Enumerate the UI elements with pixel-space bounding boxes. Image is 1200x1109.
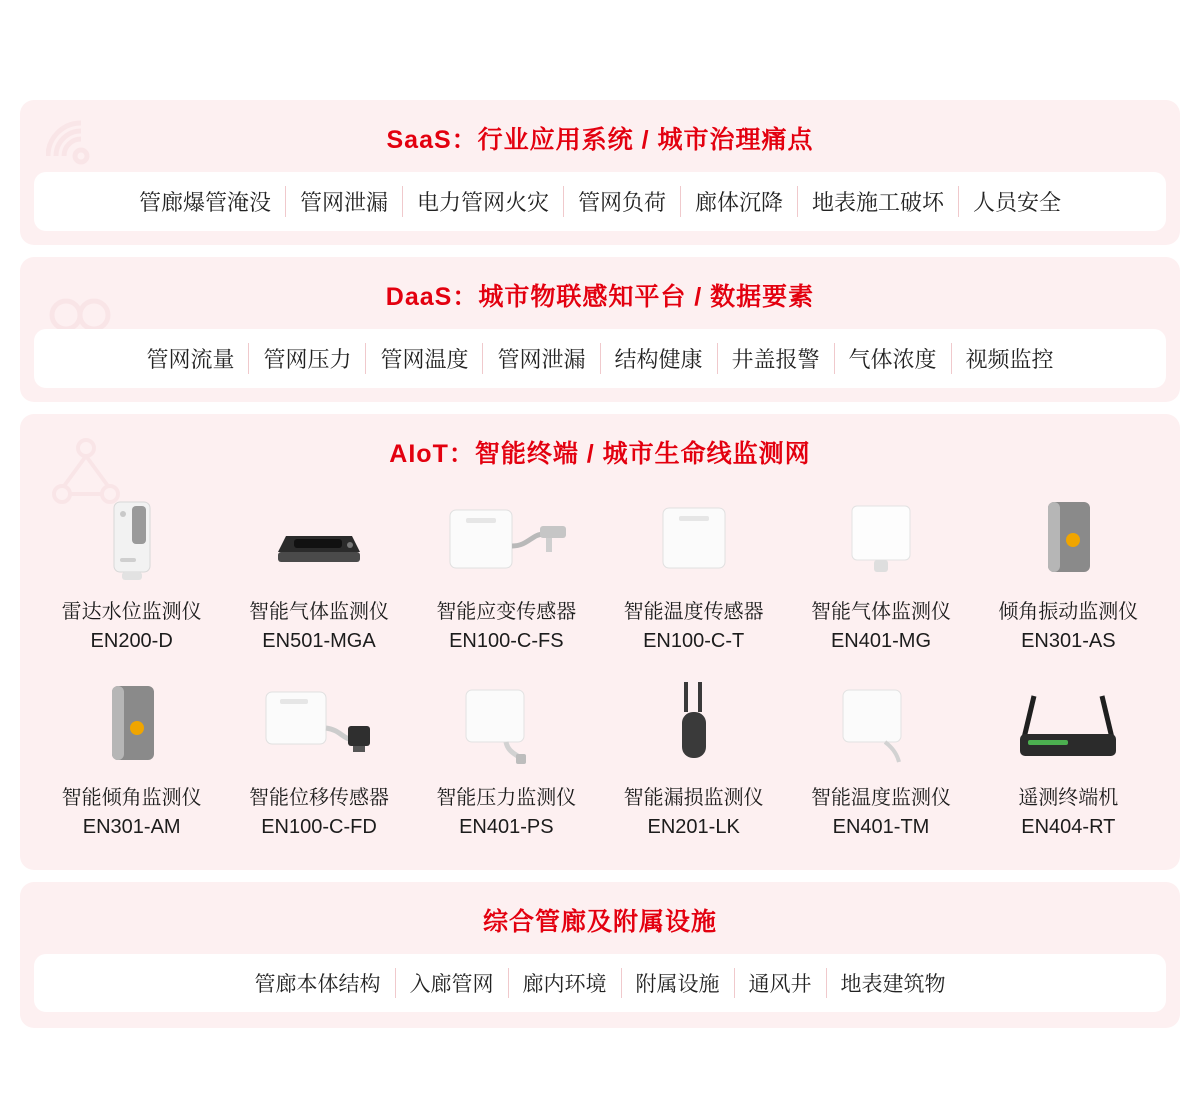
layer-daas — [20, 257, 1180, 402]
layer-aiot-title — [20, 414, 1180, 486]
device-name: 智能温度传感器 — [623, 601, 764, 623]
device-name: 雷达水位监测仪 — [61, 601, 202, 623]
layer-pipeline-gallery-title: 综合管廊及附属设施 — [482, 908, 717, 936]
chip[interactable]: 管廊爆管淹没 — [138, 190, 271, 215]
chip[interactable]: 廊体沉降 — [680, 186, 797, 217]
device-card[interactable] — [600, 672, 787, 852]
device-card[interactable] — [787, 486, 974, 666]
device-name: 遥测终端机 — [1018, 787, 1119, 809]
tilt-vibration-device-icon — [1028, 490, 1108, 586]
chip[interactable]: 气体浓度 — [834, 343, 951, 374]
radar-level-device-icon — [92, 490, 172, 586]
device-model: EN401-TM — [832, 816, 930, 838]
layer-aiot-tag: AIoT： — [389, 440, 475, 468]
layer-saas-tag: SaaS： — [386, 126, 478, 154]
device-card[interactable] — [975, 672, 1162, 852]
device-name: 智能气体监测仪 — [810, 601, 951, 623]
layer-aiot-subtitle: 智能终端 / 城市生命线监测网 — [474, 440, 811, 468]
chip[interactable]: 结构健康 — [600, 343, 717, 374]
device-card[interactable] — [413, 486, 600, 666]
rtu-router-device-icon — [998, 676, 1138, 772]
device-grid — [20, 486, 1180, 864]
device-card[interactable] — [975, 486, 1162, 666]
device-model: EN201-LK — [647, 816, 740, 838]
chip[interactable]: 入廊管网 — [395, 968, 508, 998]
chip[interactable]: 视频监控 — [951, 343, 1068, 374]
chip[interactable]: 地表建筑物 — [826, 968, 960, 998]
strain-sensor-device-icon — [436, 490, 576, 586]
device-name: 智能漏损监测仪 — [623, 787, 764, 809]
layer-daas-chips — [34, 329, 1166, 388]
chip[interactable]: 通风井 — [734, 968, 826, 998]
displacement-sensor-device-icon — [254, 676, 384, 772]
device-model: EN100-C-FD — [261, 816, 377, 838]
temperature-sensor-device-icon — [639, 490, 749, 586]
device-model: EN404-RT — [1021, 816, 1116, 838]
device-model: EN301-AS — [1021, 630, 1116, 652]
device-card[interactable] — [38, 486, 225, 666]
device-model: EN100-C-T — [643, 630, 745, 652]
tilt-device-icon — [92, 676, 172, 772]
device-name: 倾角振动监测仪 — [998, 601, 1139, 623]
layer-saas-title — [20, 100, 1180, 172]
layer-aiot — [20, 414, 1180, 870]
chip[interactable]: 电力管网火灾 — [402, 186, 563, 217]
device-model: EN100-C-FS — [449, 630, 564, 652]
device-card[interactable] — [600, 486, 787, 666]
chip[interactable]: 管网压力 — [248, 343, 365, 374]
device-name: 智能位移传感器 — [248, 787, 389, 809]
device-name: 智能气体监测仪 — [248, 601, 389, 623]
device-model: EN301-AM — [82, 816, 181, 838]
device-name: 智能倾角监测仪 — [61, 787, 202, 809]
chip[interactable]: 附属设施 — [621, 968, 734, 998]
layer-daas-tag: DaaS： — [385, 283, 479, 311]
chip[interactable]: 管网温度 — [365, 343, 482, 374]
device-name: 智能应变传感器 — [436, 601, 577, 623]
leak-device-icon — [654, 676, 734, 772]
layer-saas — [20, 100, 1180, 245]
layer-daas-subtitle: 城市物联感知平台 / 数据要素 — [478, 283, 815, 311]
device-name: 智能温度监测仪 — [810, 787, 951, 809]
device-model: EN200-D — [90, 630, 173, 652]
chip[interactable]: 管廊本体结构 — [254, 973, 381, 996]
chip[interactable]: 井盖报警 — [717, 343, 834, 374]
device-card[interactable] — [225, 486, 412, 666]
layer-pipeline-gallery — [20, 882, 1180, 1028]
device-card[interactable] — [413, 672, 600, 852]
chip[interactable]: 管网负荷 — [563, 186, 680, 217]
device-model: EN401-MG — [830, 630, 931, 652]
device-name: 智能压力监测仪 — [436, 787, 577, 809]
gas-monitor-device-icon — [264, 490, 374, 586]
layer-saas-chips — [34, 172, 1166, 231]
chip[interactable]: 廊内环境 — [508, 968, 621, 998]
device-card[interactable] — [787, 672, 974, 852]
layer-pipeline-gallery-chips — [34, 954, 1166, 1012]
device-card[interactable] — [225, 672, 412, 852]
pressure-device-icon — [446, 676, 566, 772]
device-model: EN401-PS — [459, 816, 554, 838]
layer-saas-subtitle: 行业应用系统 / 城市治理痛点 — [477, 126, 814, 154]
chip[interactable]: 管网泄漏 — [285, 186, 402, 217]
device-model: EN501-MGA — [262, 630, 376, 652]
temperature-device-icon — [821, 676, 941, 772]
chip[interactable]: 管网流量 — [146, 347, 235, 372]
gas-node-device-icon — [826, 490, 936, 586]
chip[interactable]: 地表施工破坏 — [797, 186, 958, 217]
layer-daas-title — [20, 257, 1180, 329]
device-card[interactable] — [38, 672, 225, 852]
chip[interactable]: 人员安全 — [958, 186, 1075, 217]
chip[interactable]: 管网泄漏 — [482, 343, 599, 374]
